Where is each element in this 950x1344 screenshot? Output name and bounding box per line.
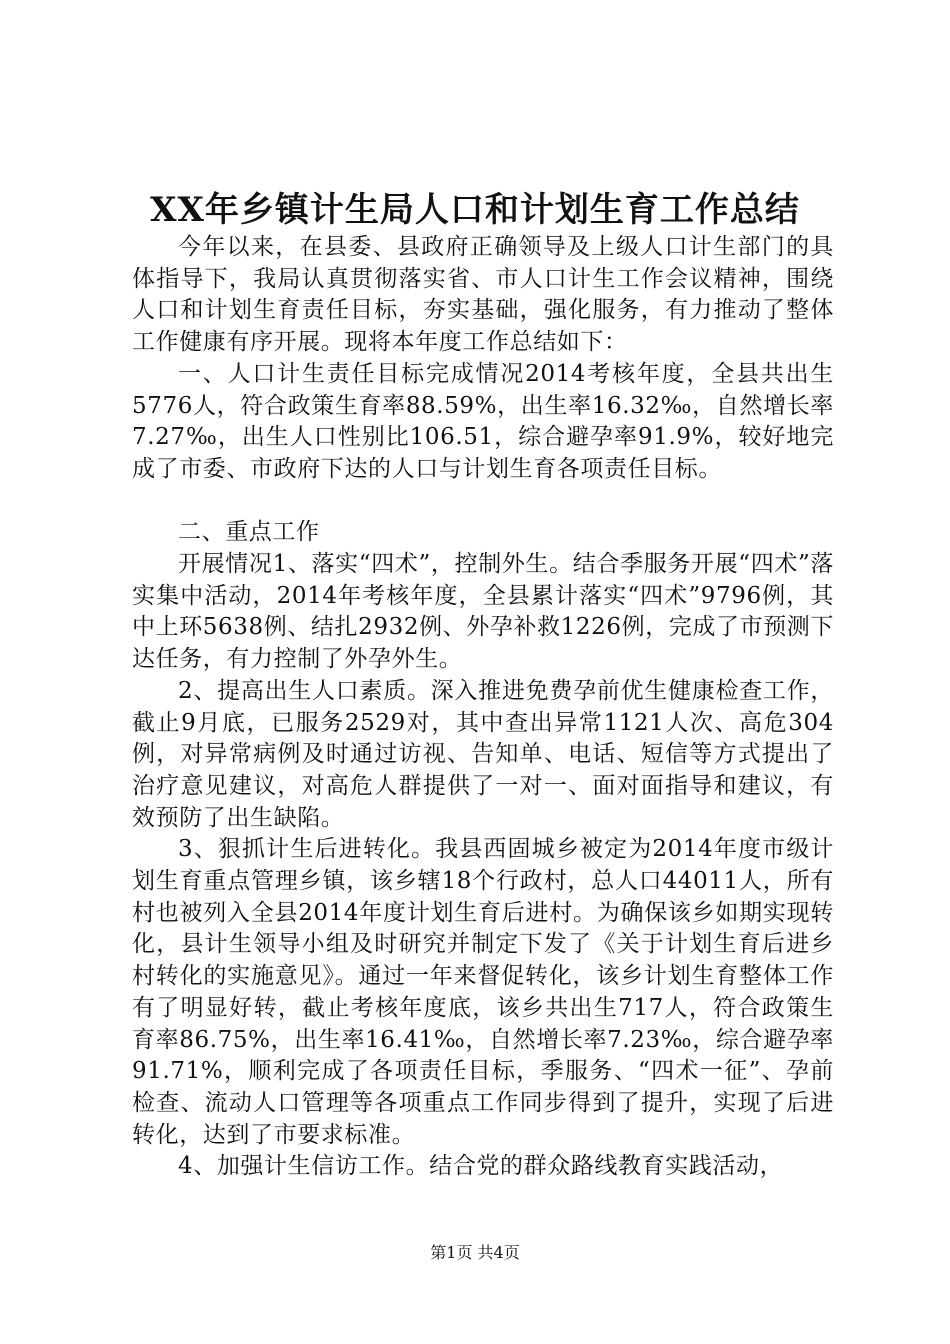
document-body [132, 232, 834, 1183]
document-title: XX年乡镇计生局人口和计划生育工作总结 [150, 190, 800, 230]
paragraph-item-one: 开展情况1、落实“四术”，控制外生。结合季服务开展“四术”落实集中活动，2014年考核年度，全县累计落实“四术”9796例，其中上环5638例、结扎2932例、外孕补救1226例，完成了市预测下达任务，有力控制了外孕外生。 [132, 551, 834, 673]
paragraph-section-one: 一、人口计生责任目标完成情况2014考核年度，全县共出生5776人，符合政策生育率88.59%，出生率16.32‰，自然增长率7.27‰，出生人口性别比106.51，综合避孕率91.9%，较好地完成了市委、市政府下达的人口与计划生育各项责任目标。 [132, 360, 834, 482]
paragraph-intro: 今年以来，在县委、县政府正确领导及上级人口计生部门的具体指导下，我局认真贯彻落实省、市人口计生工作会议精神，围绕人口和计划生育责任目标，夯实基础，强化服务，有力推动了整体工作健康有序开展。现将本年度工作总结如下： [132, 234, 834, 356]
paragraph-item-four: 4、加强计生信访工作。结合党的群众路线教育实践活动， [178, 1153, 784, 1180]
paragraph-item-three: 3、狠抓计生后进转化。我县西固城乡被定为2014年度市级计划生育重点管理乡镇，该乡辖18个行政村，总人口44011人，所有村也被列入全县2014年度计划生育后进村。为确保该乡如期实现转化，县计生领导小组及时研究并制定下发了《关于计划生育后进乡村转化的实施意见》。通过一年来督促转化，该乡计划生育整体工作有了明显好转，截止考核年度底，该乡共出生717人，符合政策生育率86.75%，出生率16.41‰，自然增长率7.23‰，综合避孕率91.71%，顺利完成了各项责任目标，季服务、“四术一征”、孕前检查、流动人口管理等各项重点工作同步得到了提升，实现了后进转化，达到了市要求标准。 [132, 836, 834, 1148]
page-footer: 第1页 共4页 [430, 1243, 520, 1262]
paragraph-item-two: 2、提高出生人口素质。深入推进免费孕前优生健康检查工作，截止9月底，已服务2529对，其中查出异常1121人次、高危304例，对异常病例及时通过访视、告知单、电话、短信等方式提出了治疗意见建议，对高危人群提供了一对一、面对面指导和建议，有效预防了出生缺陷。 [132, 677, 834, 831]
paragraph-section-two-heading: 二、重点工作 [178, 519, 320, 546]
